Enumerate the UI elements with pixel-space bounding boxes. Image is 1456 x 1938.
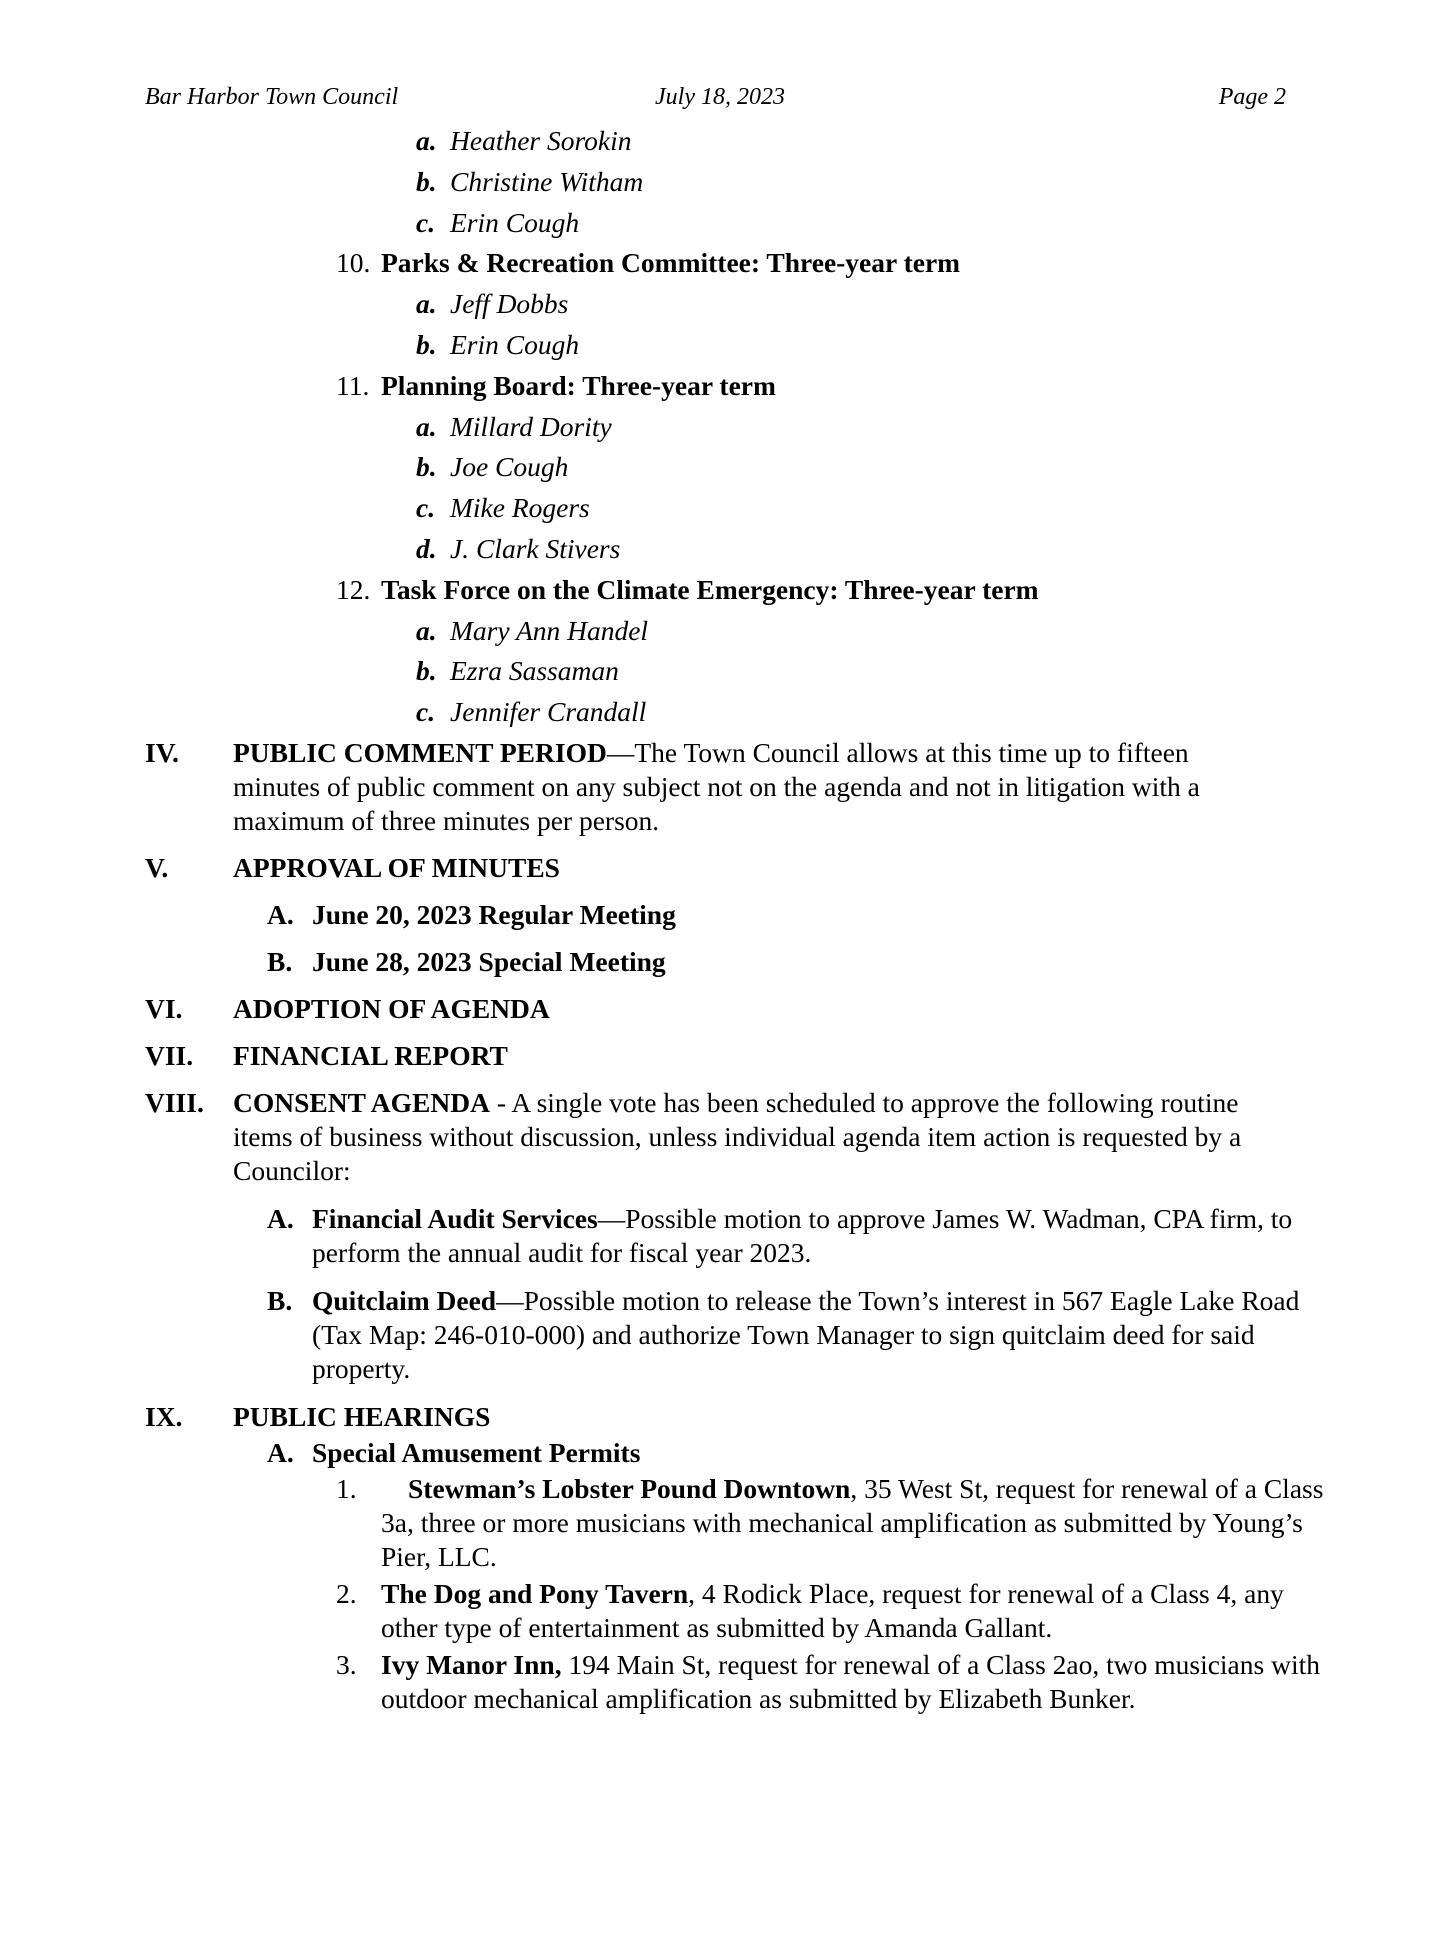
consent-item-title: Financial Audit Services bbox=[312, 1202, 598, 1234]
section-title: FINANCIAL REPORT bbox=[233, 1039, 508, 1071]
list-item bbox=[0, 450, 1456, 491]
minutes-item: June 28, 2023 Special Meeting bbox=[312, 945, 666, 977]
consent-item-text bbox=[312, 1284, 1312, 1386]
appointee-name: Jennifer Crandall bbox=[450, 696, 647, 728]
appointee-name: Millard Dority bbox=[450, 410, 612, 442]
page-header bbox=[145, 84, 1286, 118]
list-item bbox=[0, 410, 1456, 451]
section-public-comment bbox=[0, 736, 1456, 838]
appointee-name: J. Clark Stivers bbox=[450, 532, 621, 564]
list-item bbox=[0, 1284, 1456, 1386]
hearing-item bbox=[0, 1472, 1456, 1574]
hearing-text bbox=[381, 1472, 1336, 1574]
subsection-title: Special Amusement Permits bbox=[312, 1436, 641, 1468]
list-marker: A. bbox=[267, 1202, 294, 1234]
section-title: PUBLIC HEARINGS bbox=[233, 1400, 491, 1432]
item-number: 10. bbox=[336, 247, 371, 279]
item-number: 12. bbox=[336, 573, 371, 605]
section-text bbox=[233, 1086, 1273, 1188]
section-title: APPROVAL OF MINUTES bbox=[233, 851, 560, 883]
appointee-name: Mike Rogers bbox=[450, 492, 590, 524]
section-numeral: VII. bbox=[145, 1039, 194, 1071]
committee-title: Planning Board: Three-year term bbox=[381, 369, 776, 401]
section-adoption-of-agenda bbox=[0, 992, 1456, 1026]
hearing-applicant: Stewman’s Lobster Pound Downtown bbox=[408, 1472, 851, 1504]
hearing-text bbox=[381, 1577, 1336, 1645]
list-item bbox=[0, 945, 1456, 979]
item-number: 3. bbox=[336, 1648, 357, 1680]
hearing-applicant: The Dog and Pony Tavern bbox=[381, 1577, 689, 1609]
minutes-item: June 20, 2023 Regular Meeting bbox=[312, 898, 676, 930]
list-marker: d. bbox=[416, 532, 437, 564]
section-numeral: VI. bbox=[145, 992, 183, 1024]
section-text bbox=[233, 736, 1273, 838]
list-item bbox=[0, 206, 1456, 247]
header-date: July 18, 2023 bbox=[655, 84, 785, 110]
list-item bbox=[0, 614, 1456, 655]
section-description: - A single vote has been scheduled to approve the following routine items of business without discussion, unless individual agenda item action is requested by a Councilor: bbox=[233, 1086, 1242, 1186]
list-marker: a. bbox=[416, 125, 437, 156]
list-marker: A. bbox=[267, 1436, 294, 1468]
appointee-name: Jeff Dobbs bbox=[450, 288, 569, 320]
list-marker: a. bbox=[416, 614, 437, 646]
committee-item bbox=[0, 573, 1456, 614]
header-org: Bar Harbor Town Council bbox=[145, 84, 399, 110]
hearing-description: , 35 West St, request for renewal of a Class 3a, three or more musicians with mechanical amplification as submitted by Young’s Pier, LLC. bbox=[381, 1472, 1324, 1572]
list-marker: a. bbox=[416, 288, 437, 320]
consent-item-description: —Possible motion to release the Town’s interest in 567 Eagle Lake Road (Tax Map: 246-010-000) and authorize Town Manager to sign quitclaim deed for said property. bbox=[312, 1284, 1300, 1384]
list-marker: A. bbox=[267, 898, 294, 930]
hearing-item bbox=[0, 1648, 1456, 1716]
section-numeral: IV. bbox=[145, 736, 179, 768]
appointee-name: Heather Sorokin bbox=[450, 125, 632, 156]
list-marker: b. bbox=[416, 451, 437, 483]
section-public-hearings bbox=[0, 1400, 1456, 1434]
header-page-number: Page 2 bbox=[1218, 84, 1286, 110]
list-item bbox=[0, 654, 1456, 695]
item-number: 2. bbox=[336, 1577, 357, 1609]
hearing-description: 194 Main St, request for renewal of a Class 2ao, two musicians with outdoor mechanical amplification as submitted by Elizabeth Bunker. bbox=[381, 1648, 1320, 1714]
list-marker: b. bbox=[416, 655, 437, 687]
hearing-item bbox=[0, 1577, 1456, 1645]
hearing-description: , 4 Rodick Place, request for renewal of a Class 4, any other type of entertainment as submitted by Amanda Gallant. bbox=[381, 1577, 1284, 1643]
list-marker: c. bbox=[416, 206, 436, 238]
appointee-name: Joe Cough bbox=[450, 451, 569, 483]
list-item bbox=[0, 695, 1456, 736]
section-consent-agenda bbox=[0, 1086, 1456, 1188]
appointee-name: Erin Cough bbox=[450, 206, 580, 238]
committee-title: Task Force on the Climate Emergency: Three-year term bbox=[381, 573, 1039, 605]
appointee-name: Ezra Sassaman bbox=[450, 655, 619, 687]
item-number: 1. bbox=[336, 1472, 357, 1504]
section-financial-report bbox=[0, 1039, 1456, 1073]
hearing-applicant: Ivy Manor Inn, bbox=[381, 1648, 562, 1680]
list-marker: b. bbox=[416, 328, 437, 360]
consent-item-title: Quitclaim Deed bbox=[312, 1284, 497, 1316]
consent-item-text bbox=[312, 1202, 1312, 1270]
section-title: ADOPTION OF AGENDA bbox=[233, 992, 550, 1024]
list-item bbox=[0, 165, 1456, 206]
consent-item-description: —Possible motion to approve James W. Wadman, CPA firm, to perform the annual audit for fiscal year 2023. bbox=[312, 1202, 1293, 1268]
list-item bbox=[0, 1436, 1456, 1470]
appointee-name: Christine Witham bbox=[450, 165, 644, 197]
list-item bbox=[0, 328, 1456, 369]
section-approval-of-minutes bbox=[0, 851, 1456, 885]
list-marker: c. bbox=[416, 492, 436, 524]
agenda-body bbox=[0, 124, 1456, 1716]
list-item bbox=[0, 491, 1456, 532]
list-marker: B. bbox=[267, 945, 293, 977]
list-marker: B. bbox=[267, 1284, 293, 1316]
list-item bbox=[0, 898, 1456, 932]
committee-title: Parks & Recreation Committee: Three-year term bbox=[381, 247, 961, 279]
committee-item bbox=[0, 369, 1456, 410]
list-marker: c. bbox=[416, 696, 436, 728]
appointee-name: Mary Ann Handel bbox=[450, 614, 649, 646]
section-title: CONSENT AGENDA bbox=[233, 1086, 490, 1118]
list-item bbox=[0, 287, 1456, 328]
committee-item bbox=[0, 246, 1456, 287]
section-numeral: VIII. bbox=[145, 1086, 204, 1118]
section-numeral: IX. bbox=[145, 1400, 183, 1432]
list-marker: b. bbox=[416, 165, 437, 197]
list-item bbox=[0, 1202, 1456, 1270]
section-numeral: V. bbox=[145, 851, 169, 883]
hearing-text bbox=[381, 1648, 1336, 1716]
appointee-name: Erin Cough bbox=[450, 328, 580, 360]
item-number: 11. bbox=[336, 369, 370, 401]
section-title: PUBLIC COMMENT PERIOD bbox=[233, 736, 607, 768]
section-description: —The Town Council allows at this time up to fifteen minutes of public comment on any subject not on the agenda and not in litigation with a maximum of three minutes per person. bbox=[233, 736, 1200, 836]
list-marker: a. bbox=[416, 410, 437, 442]
list-item bbox=[0, 532, 1456, 573]
list-item bbox=[0, 124, 1456, 165]
